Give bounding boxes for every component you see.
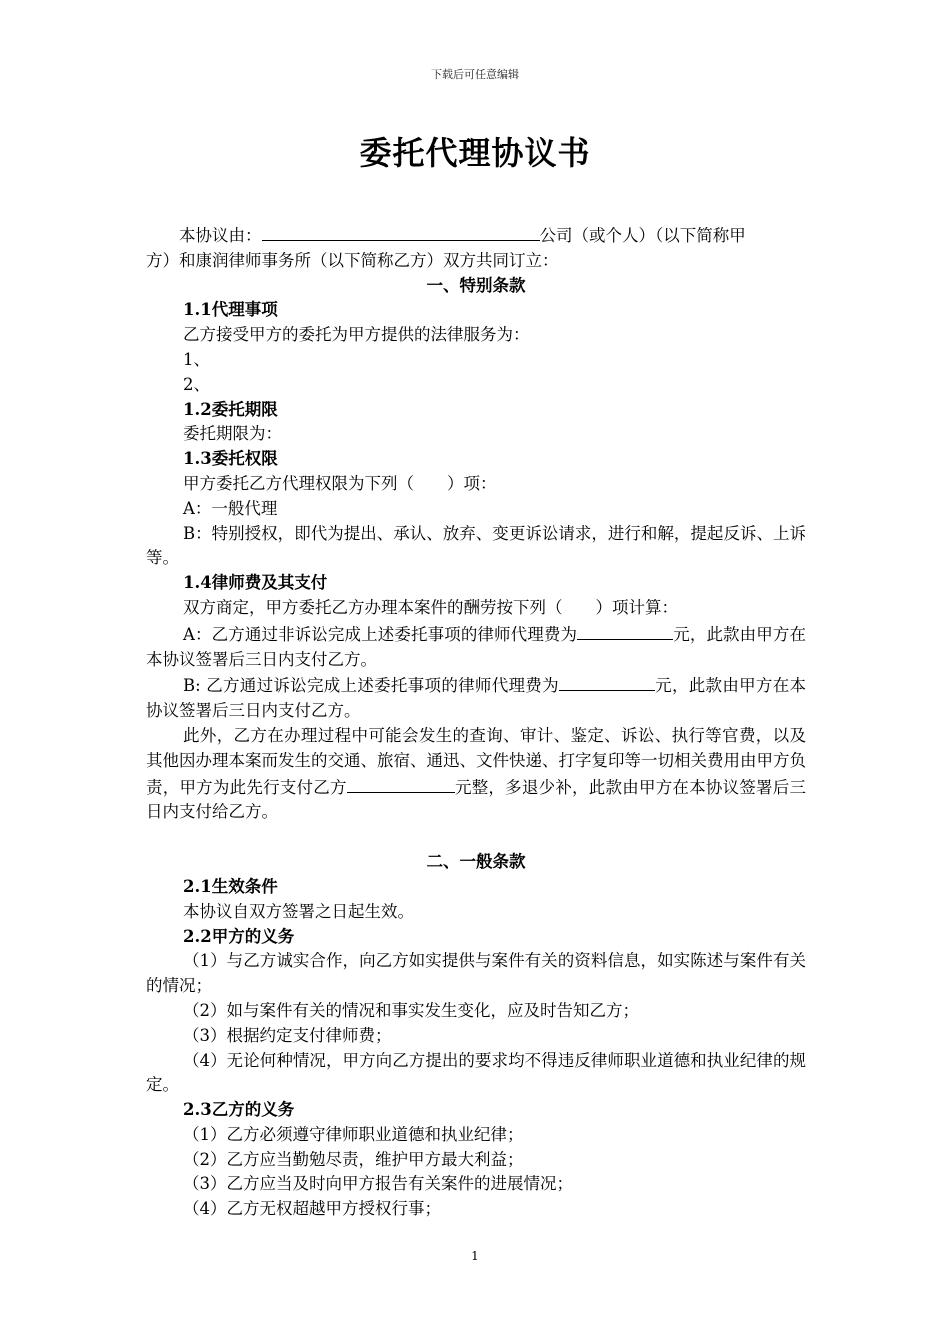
intro-prefix: 本协议由：: [179, 226, 262, 245]
s11-item2: 2、: [183, 374, 210, 394]
s14-a-post: 元，此款由甲方在本协议签署后三日内支付乙方。: [146, 624, 807, 669]
s13-title: 1.3委托权限: [183, 449, 278, 469]
section2-heading: 二、一般条款: [426, 852, 526, 872]
prepay-blank: [347, 774, 455, 793]
s21-title: 2.1生效条件: [183, 876, 278, 896]
s14-option-a: [146, 621, 806, 673]
document-title: 委托代理协议书: [359, 134, 591, 172]
s22-item-3: （3）根据约定支付律师费；: [183, 1025, 392, 1045]
fee-a-blank: [577, 621, 673, 640]
header-note: 下载后可任意编辑: [431, 68, 519, 81]
section1-heading: 一、特别条款: [426, 275, 526, 295]
s23-item-3: （3）乙方应当及时向甲方报告有关案件的进展情况；: [183, 1174, 573, 1194]
s22-title: 2.2甲方的义务: [183, 926, 295, 946]
s14-a-pre: A：乙方通过非诉讼完成上述委托事项的律师代理费为: [183, 624, 578, 644]
intro-paragraph: [146, 222, 806, 274]
s14-b-post: 元，此款由甲方在本协议签署后三日内支付乙方。: [146, 676, 807, 721]
intro-line2: 方）和康润律师事务所（以下简称乙方）双方共同订立：: [146, 250, 559, 270]
s21-text: 本协议自双方签署之日起生效。: [183, 901, 414, 921]
s14-title: 1.4律师费及其支付: [183, 573, 328, 593]
intro-suffix: 公司（或个人）（以下简称甲: [539, 226, 746, 245]
s14-option-b: [146, 672, 806, 724]
s14-extra-post: 元整，多退少补，此款由甲方在本协议签署后三日内支付给乙方。: [146, 777, 807, 822]
s13-text: 甲方委托乙方代理权限为下列（ ）项：: [183, 473, 497, 493]
s12-title: 1.2委托期限: [183, 399, 278, 419]
s13-option-a: A：一般代理: [183, 498, 278, 518]
s23-item-1: （1）乙方必须遵守律师职业道德和执业纪律；: [183, 1124, 524, 1144]
s22-item-2: （2）如与案件有关的情况和事实发生变化，应及时告知乙方；: [183, 1000, 639, 1020]
party-a-name-blank: [262, 222, 540, 241]
s14-extra-costs: [146, 724, 806, 825]
document-body: [146, 222, 806, 1222]
s22-item-1: （1）与乙方诚实合作，向乙方如实提供与案件有关的资料信息，如实陈述与案件有关的情况；: [146, 951, 806, 996]
s11-text: 乙方接受甲方的委托为甲方提供的法律服务为：: [183, 325, 530, 345]
s14-text: 双方商定，甲方委托乙方办理本案件的酬劳按下列（ ）项计算：: [183, 597, 678, 617]
fee-b-blank: [559, 672, 655, 691]
s22-item-4: （4）无论何种情况，甲方向乙方提出的要求均不得违反律师职业道德和执业纪律的规定。: [146, 1050, 806, 1095]
s11-item1: 1、: [183, 349, 210, 369]
s14-extra-pre: 此外，乙方在办理过程中可能会发生的查询、审计、鉴定、诉讼、执行等官费，以及其他因办理本案而发生的交通、旅宿、通迅、文件快递、打字复印等一切相关费用由甲方负责，甲方为此先行支付乙方: [146, 725, 806, 797]
section-gap: [146, 825, 806, 850]
page-number: 1: [471, 1249, 479, 1263]
s23-item-2: （2）乙方应当勤勉尽责，维护甲方最大利益；: [183, 1149, 524, 1169]
s14-b-pre: B: 乙方通过诉讼完成上述委托事项的律师代理费为: [183, 676, 559, 696]
s11-title: 1.1代理事项: [183, 300, 278, 320]
s23-item-4: （4）乙方无权超越甲方授权行事；: [183, 1199, 441, 1219]
s13-option-b: B：特别授权，即代为提出、承认、放弃、变更诉讼请求，进行和解，提起反诉、上诉等。: [146, 523, 806, 568]
s23-title: 2.3乙方的义务: [183, 1100, 295, 1120]
s12-text: 委托期限为：: [183, 424, 282, 444]
